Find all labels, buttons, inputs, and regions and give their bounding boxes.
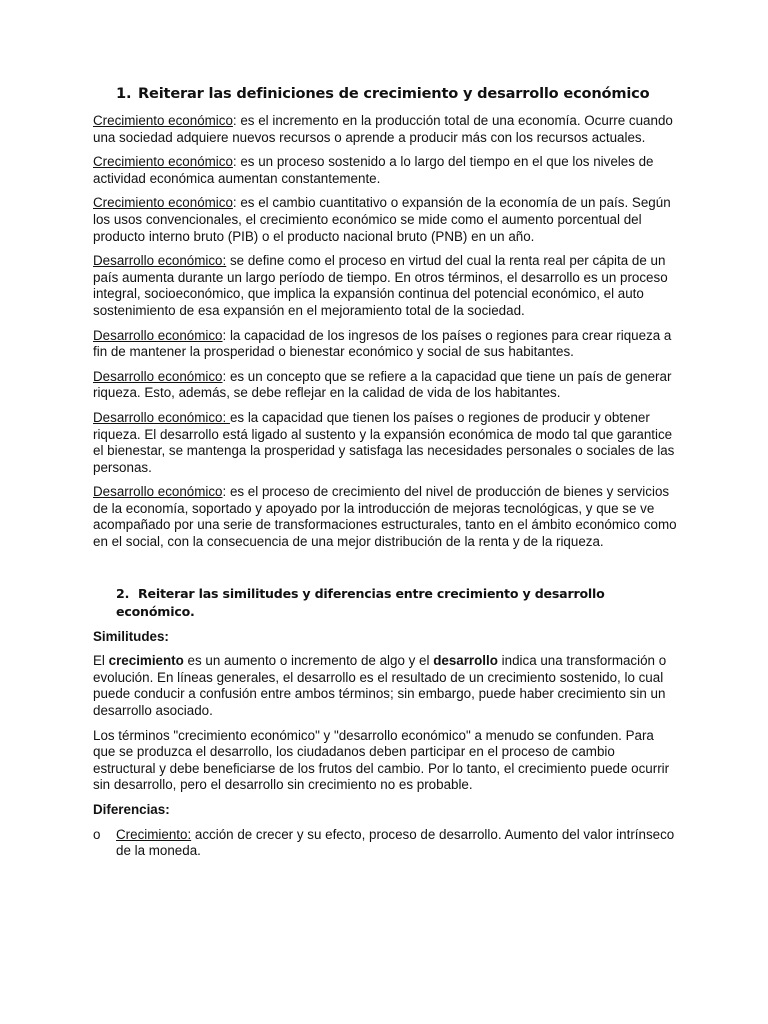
text-run: indica una transformación o evolución. En líneas generales, el desarrollo es el resultado de un crecimiento sostenido, lo cual puede conducir a confusión entre ambos términos; sin embargo, puede haber crecimiento sin un desarrollo asociado. xyxy=(93,653,667,719)
definition-text: se define como el proceso en virtud del cual la renta real per cápita de un país aumenta durante un largo período de tiempo. En otros términos, el desarrollo es un proceso integral, socioeconómico, que implica la expansión continua del potencial económico, el auto sostenimiento de esa expansión en el mejoramiento total de la sociedad. xyxy=(93,253,668,318)
definition-term: Desarrollo económico xyxy=(93,484,223,500)
definition-paragraph xyxy=(93,484,678,550)
definition-text: : es el cambio cuantitativo o expansión de la economía de un país. Según los usos convencionales, el crecimiento económico se mide como el aumento porcentual del producto interno bruto (PIB) o el producto nacional bruto (PNB) en un año. xyxy=(93,195,671,244)
definition-text: : es un concepto que se refiere a la capacidad que tiene un país de generar riqueza. Esto, además, se debe reflejar en la calidad de vida de los habitantes. xyxy=(93,368,672,401)
section-2-number: 2. xyxy=(116,585,130,601)
definition-text: : es el proceso de crecimiento del nivel de producción de bienes y servicios de la economía, soportado y apoyado por la introducción de mejoras tecnológicas, y que se ve acompañado por una serie de transformaciones estructurales, tanto en el ámbito económico como en el social, con la consecuencia de una mejor distribución de la renta y de la riqueza. xyxy=(93,484,677,550)
section-1-title: Reiterar las definiciones de crecimiento y desarrollo económico xyxy=(138,85,650,102)
bullet-marker: o xyxy=(93,826,101,842)
definition-paragraph xyxy=(93,154,678,187)
definition-term: Desarrollo económico: xyxy=(93,253,227,269)
definition-text: es la capacidad que tienen los países o regiones de producir y obtener riqueza. El desarrollo está ligado al sustento y la expansión económica de modo tal que garantice el bienestar, se mantenga la prosperidad y satisfaga las necesidades personales o sociales de las personas. xyxy=(93,409,675,475)
definition-term: Crecimiento económico xyxy=(93,195,233,211)
document-page xyxy=(93,84,678,860)
definition-term: Desarrollo económico xyxy=(93,368,223,384)
section-2-heading xyxy=(116,585,678,621)
bold-term-desarrollo: desarrollo xyxy=(433,653,498,669)
section-1-number: 1. xyxy=(116,85,132,102)
definition-paragraph xyxy=(93,195,678,245)
definition-paragraph xyxy=(93,328,678,361)
difference-text: acción de crecer y su efecto, proceso de desarrollo. Aumento del valor intrínseco de la moneda. xyxy=(116,826,675,859)
definition-term: Desarrollo económico xyxy=(93,327,223,343)
similarities-paragraph-2: Los términos "crecimiento económico" y "desarrollo económico" a menudo se confunden. Para que se produzca el desarrollo, los ciudadanos deben participar en el proceso de cambio estructural y debe beneficiarse de los frutos del cambio. Por lo tanto, el crecimiento puede ocurrir sin desarrollo, pero el desarrollo sin crecimiento no es probable. xyxy=(93,727,670,793)
definition-term: Desarrollo económico: xyxy=(93,409,230,425)
section-2-title: Reiterar las similitudes y diferencias entre crecimiento y desarrollo económico. xyxy=(116,585,605,619)
differences-heading: Diferencias: xyxy=(93,802,170,817)
definition-text: : es el incremento en la producción total de una economía. Ocurre cuando una sociedad adquiere nuevos recursos o aprende a producir más con los recursos actuales. xyxy=(93,113,673,145)
section-1-heading xyxy=(116,84,678,104)
text-run: es un aumento o incremento de algo y el xyxy=(183,653,434,669)
bold-term-crecimiento: crecimiento xyxy=(108,653,184,669)
definition-paragraph xyxy=(93,253,678,319)
definition-text: : es un proceso sostenido a lo largo del tiempo en el que los niveles de actividad económica aumentan constantemente. xyxy=(93,154,654,186)
definition-term: Crecimiento económico xyxy=(93,113,233,128)
definition-paragraph xyxy=(93,369,678,402)
similarities-heading: Similitudes: xyxy=(93,628,169,644)
definition-text: : la capacidad de los ingresos de los países o regiones para crear riqueza a fin de mantener la prosperidad o bienestar económico y social de sus habitantes. xyxy=(93,327,672,360)
text-run: El xyxy=(93,653,109,669)
definition-paragraph xyxy=(93,410,678,476)
section-spacer xyxy=(93,559,678,585)
similarities-paragraph-1 xyxy=(93,653,678,719)
definition-term: Crecimiento económico xyxy=(93,154,233,170)
difference-list-item xyxy=(93,827,678,860)
definition-paragraph xyxy=(93,113,678,146)
difference-term: Crecimiento: xyxy=(116,826,192,842)
